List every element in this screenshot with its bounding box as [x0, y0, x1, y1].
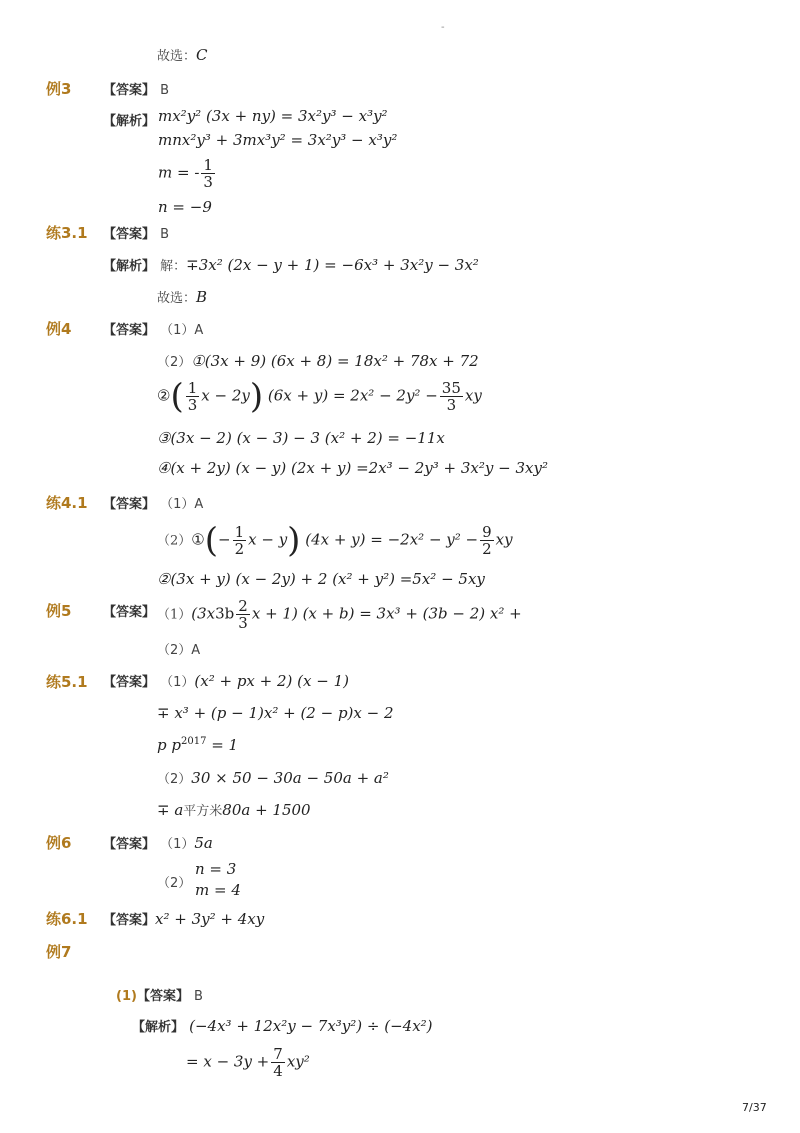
- analysis-line-li7: [132, 1016, 433, 1035]
- analysis-tag: 【解析】: [103, 259, 156, 274]
- math-li5-1b: 3b: [215, 604, 235, 623]
- answer-line-li6: [103, 833, 213, 852]
- math-li7-line2a: = x − 3y +: [186, 1052, 270, 1071]
- fraction-35-thirds: $\frac{35}{3}$: [441, 379, 461, 414]
- li4-part2-line2: [157, 376, 482, 417]
- math-li3-line2: mnx²y³ + 3mx³y² = 3x²y³ − x³y²: [158, 131, 398, 149]
- answer-tag: 【答案】: [103, 605, 156, 620]
- part-2-marker: （2）: [157, 772, 192, 787]
- label-li6: 例6: [46, 834, 72, 852]
- part-1-marker: （1）: [160, 323, 195, 338]
- left-paren: (: [204, 520, 218, 561]
- answer-tag: 【答案】: [103, 913, 156, 928]
- part-1-marker: （1）: [160, 675, 195, 690]
- answer-line-li3: [103, 79, 169, 98]
- analysis-tag: 【解析】: [132, 1020, 185, 1035]
- math-lian5-1-2: ∓ x³ + (p − 1)x² + (2 − p)x − 2: [157, 704, 394, 722]
- math-li3-m: m = -: [158, 163, 200, 182]
- answer-tag: 【答案】: [136, 989, 189, 1004]
- label-li5: 例5: [46, 602, 72, 620]
- lian5-1-part2-line: [157, 768, 389, 787]
- analysis-tag: 【解析】: [103, 114, 156, 129]
- math-lian5-1-5a: ∓ a: [157, 801, 184, 819]
- math-li6-2b: m = 4: [195, 881, 241, 899]
- li4-part2-line1: [157, 351, 479, 370]
- label-li4: 例4: [46, 320, 72, 338]
- part-1-marker: （1）: [160, 497, 195, 512]
- label-lian6-1: 练6.1: [46, 910, 88, 928]
- math-li4-2-4: ④(x + 2y) (x − y) (2x + y) =2x³ − 2y³ + 3x²y − 3xy²: [157, 459, 548, 477]
- math-li4-2-2c: (6x + y) = 2x² − 2y² −: [267, 386, 438, 405]
- choice-value: C: [196, 46, 208, 64]
- lian5-1-line5: [157, 800, 311, 819]
- math-lian4-1-2d: (4x + y) = −2x² − y² −: [305, 530, 479, 549]
- li5-part2-line: [157, 639, 200, 658]
- choice-line-lian3-1: [157, 287, 207, 306]
- label-li3: 例3: [46, 80, 72, 98]
- lian4-1-part2-line1: [157, 520, 513, 561]
- math-lian5-1-3b: 2017: [180, 736, 207, 747]
- right-paren: ): [249, 376, 264, 417]
- unit-square-meter: 平方米: [183, 804, 223, 819]
- answer-tag: 【答案】: [103, 83, 156, 98]
- answer-value: A: [194, 497, 204, 512]
- right-paren: ): [287, 520, 301, 561]
- part-2-marker: （2）: [157, 876, 192, 891]
- lian5-1-line3: [157, 736, 238, 754]
- math-li4-2-2d: xy: [464, 386, 482, 405]
- part-1-marker: （1）: [157, 607, 192, 623]
- answer-line-lian5-1: [103, 671, 349, 690]
- choice-value: B: [196, 288, 208, 306]
- fraction-one-half: $\frac{1}{2}$: [234, 523, 245, 558]
- answer-value: A: [191, 643, 201, 658]
- answer-tag: 【答案】: [103, 497, 156, 512]
- circled-2: ②: [157, 386, 171, 405]
- math-li7-line2b: xy²: [286, 1052, 310, 1071]
- label-lian4-1: 练4.1: [46, 494, 88, 512]
- math-lian6-1: x² + 3y² + 4xy: [155, 910, 265, 928]
- math-li3-line1: mx²y² (3x + ny) = 3x²y³ − x³y²: [158, 107, 388, 125]
- math-li4-2-3: ③(3x − 2) (x − 3) − 3 (x² + 2) = −11x: [157, 429, 445, 447]
- math-li4-2-1: ①(3x + 9) (6x + 8) = 18x² + 78x + 72: [191, 352, 479, 370]
- math-lian5-1-1: (x² + px + 2) (x − 1): [194, 672, 349, 690]
- part-2-marker: （2）: [157, 643, 192, 658]
- math-li6-1: 5a: [194, 834, 213, 852]
- math-lian4-1-2e: xy: [495, 530, 513, 549]
- math-li6-2a: n = 3: [195, 860, 237, 878]
- math-li3-line3: [158, 157, 217, 190]
- label-lian5-1: 练5.1: [46, 673, 88, 691]
- math-lian3-1: ∓3x² (2x − y + 1) = −6x³ + 3x²y − 3x²: [186, 256, 479, 274]
- minus-sign: −: [218, 530, 231, 549]
- answer-line-li7: [116, 985, 203, 1004]
- answer-tag: 【答案】: [103, 837, 156, 852]
- answer-value: A: [194, 323, 204, 338]
- part-2-marker: （2）: [157, 355, 192, 370]
- answer-line-lian3-1: [103, 223, 169, 242]
- answer-value: B: [160, 227, 170, 242]
- answer-value: B: [194, 989, 203, 1004]
- label-lian3-1: 练3.1: [46, 224, 88, 242]
- label-li7: 例7: [46, 943, 72, 961]
- choice-prefix: 故选：: [157, 291, 197, 306]
- math-lian4-1-2c: x − y: [248, 530, 288, 549]
- left-paren: (: [170, 376, 184, 417]
- part-2-marker: （2）: [157, 533, 192, 549]
- li7-line2: [186, 1046, 310, 1079]
- fraction-seven-fourths: $\frac{7}{4}$: [273, 1045, 283, 1080]
- math-li4-2-2b: x − 2y: [201, 386, 250, 405]
- math-li5-1c: x + 1) (x + b) = 3x³ + (3b − 2) x² +: [251, 604, 522, 623]
- part-1-marker: (1): [116, 989, 137, 1004]
- math-lian4-1-2f: ②(3x + y) (x − 2y) + 2 (x² + y²) =5x² − 5xy: [157, 570, 485, 588]
- part-1-marker: （1）: [160, 837, 195, 852]
- choice-prefix: 故选：: [157, 49, 197, 64]
- math-li5-1a: (3x: [191, 604, 216, 623]
- answer-line-li4: [103, 319, 203, 338]
- solution-prefix: 解：: [160, 259, 187, 274]
- math-lian5-1-3c: = 1: [211, 736, 239, 754]
- math-lian5-1-3a: p p: [157, 736, 181, 754]
- answer-value: B: [160, 83, 170, 98]
- fraction-one-third: $\frac{1}{3}$: [187, 379, 198, 414]
- math-li7-line1: (−4x³ + 12x²y − 7x³y²) ÷ (−4x²): [189, 1017, 433, 1035]
- answer-line-lian6-1: [103, 909, 264, 928]
- math-lian5-1-5b: 80a + 1500: [222, 801, 311, 819]
- top-mark: -: [441, 22, 445, 33]
- answer-tag: 【答案】: [103, 227, 156, 242]
- analysis-line-lian3-1: [103, 255, 479, 274]
- math-lian5-1-4: 30 × 50 − 30a − 50a + a²: [191, 769, 389, 787]
- fraction-one-third: $\frac{1}{3}$: [203, 156, 213, 191]
- top-choice-line: [157, 45, 208, 64]
- li5-part1-line: [157, 598, 522, 631]
- page-number: 7/37: [742, 1101, 767, 1114]
- answer-tag: 【答案】: [103, 323, 156, 338]
- answer-line-lian4-1: [103, 493, 203, 512]
- math-li3-line4: n = −9: [158, 198, 212, 216]
- fraction-two-thirds: $\frac{2}{3}$: [238, 597, 248, 632]
- fraction-nine-halves: $\frac{9}{2}$: [482, 523, 492, 558]
- circled-1: ①: [191, 530, 205, 549]
- answer-tag: 【答案】: [103, 675, 156, 690]
